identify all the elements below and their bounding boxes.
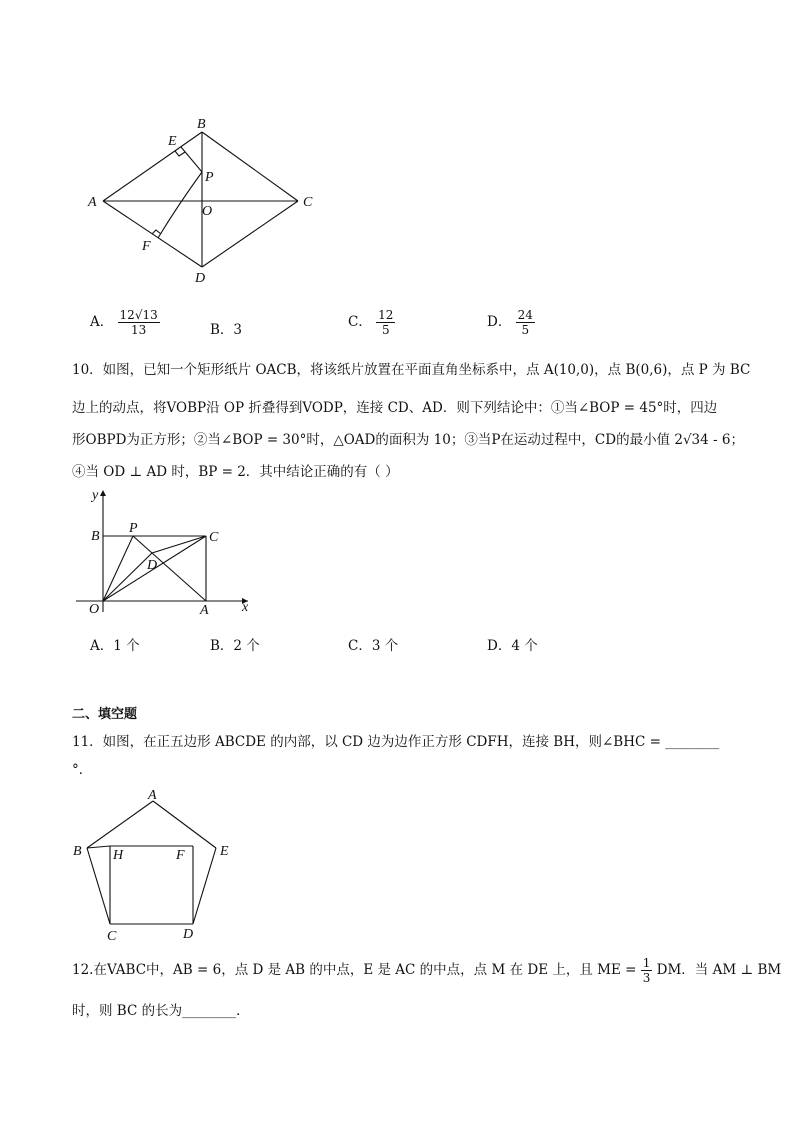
q10-option-b[interactable]: B．2 个: [210, 638, 260, 654]
q10-coordinate-figure: [70, 484, 260, 620]
fraction-numerator: 24: [517, 308, 533, 322]
q10-line-3: 形OBPD为正方形；②当∠BOP = 30°时，△OAD的面积为 10；③当P在运动过程中，CD的最小值 2√34 - 6；: [72, 432, 744, 448]
q9-option-a[interactable]: [90, 308, 160, 337]
segment-bh: [87, 846, 110, 848]
label-d: D: [195, 271, 206, 286]
segment-od: [103, 553, 152, 601]
segment-da: [152, 553, 206, 601]
q9-rhombus-figure: [80, 112, 330, 292]
q12-text-post: DM．当 AM ⊥ BM: [656, 962, 782, 978]
section-title: 二、填空题: [72, 707, 138, 722]
label-p: P: [205, 170, 214, 185]
label-b: B: [73, 844, 82, 859]
q11-pentagon-figure: [70, 785, 245, 945]
fraction-denominator: 3: [642, 971, 651, 985]
option-letter: D．: [487, 314, 512, 330]
fraction-numerator: 12: [378, 308, 394, 322]
segment-pe: [181, 147, 202, 172]
q10-option-d[interactable]: D．4 个: [487, 638, 538, 654]
label-y: y: [92, 488, 99, 503]
label-c: C: [303, 195, 313, 210]
side-bc: [87, 848, 110, 924]
label-a: A: [200, 603, 209, 618]
q9-option-b[interactable]: B．3: [210, 322, 243, 338]
label-c: C: [107, 929, 117, 944]
q12-line-1: [72, 956, 781, 985]
label-h: H: [113, 848, 124, 863]
label-d: D: [183, 927, 194, 942]
q10-line-2: 边上的动点，将VOBP沿 OP 折叠得到VODP，连接 CD、AD．则下列结论中：①当∠BOP = 45°时，四边: [72, 400, 718, 416]
fraction-numerator: 1: [642, 956, 651, 970]
side-ab: [87, 801, 153, 848]
q10-option-c[interactable]: C．3 个: [348, 638, 399, 654]
label-b: B: [91, 529, 100, 544]
q11-line-2: °．: [72, 762, 93, 778]
label-x: x: [242, 600, 249, 615]
label-f: F: [142, 239, 151, 254]
segment-dc: [152, 536, 206, 553]
option-fraction: [118, 308, 160, 337]
fraction-denominator: 5: [521, 323, 530, 337]
option-letter: A．: [90, 314, 114, 330]
side-cd: [202, 201, 298, 267]
q10-line-4: ④当 OD ⊥ AD 时，BP = 2．其中结论正确的有（ ）: [72, 464, 399, 480]
label-f: F: [176, 848, 185, 863]
q11-line-1: 11．如图，在正五边形 ABCDE 的内部，以 CD 边为边作正方形 CDFH，连接 BH，则∠BHC = ________: [72, 734, 720, 750]
label-e: E: [220, 844, 229, 859]
option-fraction: [516, 308, 535, 337]
right-angle-e: [175, 151, 185, 156]
label-e: E: [168, 134, 177, 149]
q9-option-c[interactable]: [348, 308, 395, 337]
label-o: O: [202, 204, 213, 219]
label-d: D: [147, 558, 158, 573]
side-ab: [103, 132, 202, 201]
side-bc: [202, 132, 298, 201]
side-ae: [153, 801, 216, 848]
q12-fraction: [641, 956, 653, 985]
label-p: P: [129, 521, 138, 536]
side-de: [193, 848, 216, 924]
label-a: A: [148, 788, 157, 803]
y-arrow-icon: [100, 490, 106, 496]
option-fraction: [376, 308, 395, 337]
option-letter: C．: [348, 314, 372, 330]
label-o: O: [89, 602, 100, 617]
fraction-numerator: 12√13: [119, 308, 158, 322]
label-a: A: [88, 195, 97, 210]
label-b: B: [197, 117, 206, 132]
q9-option-d[interactable]: [487, 308, 535, 337]
label-c: C: [209, 530, 219, 545]
fraction-denominator: 5: [381, 323, 390, 337]
q12-line-2: 时，则 BC 的长为________．: [72, 1003, 250, 1019]
q10-line-1: 10．如图，已知一个矩形纸片 OACB，将该纸片放置在平面直角坐标系中，点 A(10,0)，点 B(0,6)，点 P 为 BC: [72, 362, 751, 378]
q10-option-a[interactable]: A．1 个: [90, 638, 140, 654]
segment-pf: [158, 172, 202, 238]
segment-pd: [133, 536, 152, 553]
fraction-denominator: 13: [131, 323, 147, 337]
right-angle-f: [152, 230, 161, 234]
q12-text-pre: 12.在VABC中，AB = 6，点 D 是 AB 的中点，E 是 AC 的中点，点 M 在 DE 上，且 ME =: [72, 962, 637, 978]
